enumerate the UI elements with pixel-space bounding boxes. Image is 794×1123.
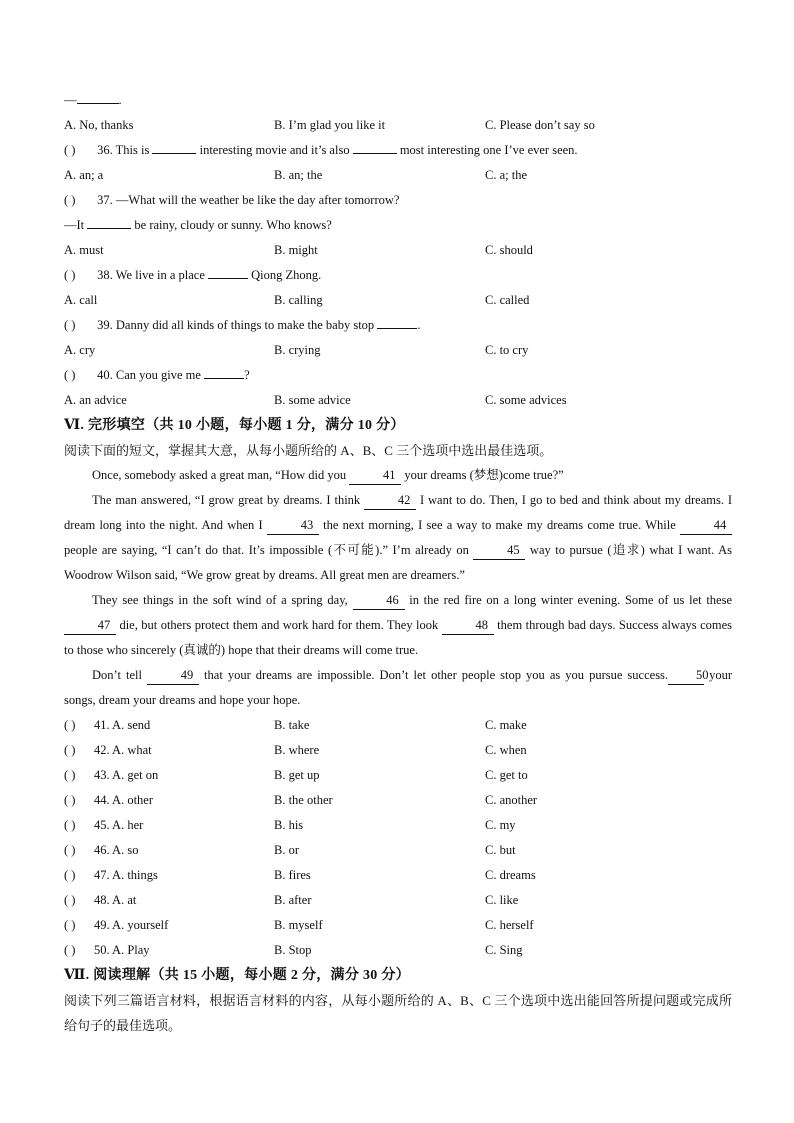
question-text: interesting movie and it’s also [199, 143, 350, 157]
answer-paren: ( ) [64, 318, 76, 332]
q35-options [64, 113, 732, 138]
question-option-a: 49. A. yourself [94, 918, 169, 932]
q38-options [64, 288, 732, 313]
passage-text: your songs, dream your dreams and hope your hope. [64, 668, 733, 707]
passage-text: The man answered, “I grow great by dreams. I think [92, 493, 361, 507]
question-text: Danny did all kinds of things to make the baby stop [115, 318, 375, 332]
question-text: most interesting one I’ve ever seen. [399, 143, 578, 157]
question-option-a: 48. A. at [94, 893, 137, 907]
passage-text: Don’t tell [92, 668, 142, 682]
answer-paren: ( ) [64, 193, 76, 207]
passage-text: They see things in the soft wind of a spring day, [92, 593, 348, 607]
option-c: C. another [485, 793, 538, 807]
option-a: A. No, thanks [64, 118, 134, 132]
answer-blank [87, 228, 131, 229]
question-option-a: 47. A. things [94, 868, 158, 882]
answer-paren: ( ) [64, 368, 76, 382]
passage-paragraph-4 [64, 663, 732, 713]
answer-paren: ( ) [64, 868, 76, 882]
option-a [64, 938, 274, 963]
blank-47: 47 [64, 617, 116, 635]
option-a [64, 813, 274, 838]
option-b: B. after [274, 893, 312, 907]
cloze-option-row [64, 913, 732, 938]
option-b: B. get up [274, 768, 320, 782]
option-b: B. might [274, 243, 318, 257]
q36-options [64, 163, 732, 188]
option-a [64, 888, 274, 913]
passage-text: them through bad days. Success always comes to those who sincerely (真诚的) hope that their dreams will come true. [64, 618, 733, 657]
option-a [64, 738, 274, 763]
answer-paren: ( ) [64, 893, 76, 907]
option-c: C. called [485, 293, 530, 307]
blank-43: 43 [267, 517, 319, 535]
answer-paren: ( ) [64, 818, 76, 832]
answer-paren: ( ) [64, 918, 76, 932]
option-b: B. Stop [274, 943, 312, 957]
passage-text: people are saying, “I can’t do that. It’s impossible (不可能).” I’m already on [64, 543, 469, 557]
answer-blank [208, 278, 248, 279]
option-b: B. the other [274, 793, 333, 807]
question-number: 39. [97, 318, 113, 332]
answer-blank [204, 378, 244, 379]
option-c: C. Please don’t say so [485, 118, 595, 132]
blank-46: 46 [353, 592, 405, 610]
q39-options [64, 338, 732, 363]
blank-41: 41 [349, 467, 401, 485]
option-b: B. crying [274, 343, 321, 357]
option-c: C. to cry [485, 343, 529, 357]
answer-paren: ( ) [64, 843, 76, 857]
question-option-a: 46. A. so [94, 843, 139, 857]
section-6-instruction: 阅读下面的短文，掌握其大意，从每小题所给的 A、B、C 三个选项中选出最佳选项。 [64, 443, 553, 458]
option-c: C. Sing [485, 943, 523, 957]
section-7-title: Ⅶ. 阅读理解（共 15 小题，每小题 2 分，满分 30 分） [64, 968, 410, 983]
answer-paren: ( ) [64, 718, 76, 732]
answer-paren: ( ) [64, 793, 76, 807]
cloze-option-row [64, 863, 732, 888]
cloze-option-row [64, 888, 732, 913]
question-text: We live in a place [115, 268, 205, 282]
question-text: ? [244, 368, 250, 382]
answer-blank [353, 153, 397, 154]
option-b: B. or [274, 843, 299, 857]
passage-paragraph-2 [64, 488, 732, 588]
cloze-option-row [64, 713, 732, 738]
question-text: be rainy, cloudy or sunny. Who knows? [134, 218, 332, 232]
option-a [64, 863, 274, 888]
option-a [64, 788, 274, 813]
option-a: A. an advice [64, 393, 127, 407]
answer-paren: ( ) [64, 743, 76, 757]
answer-blank [77, 103, 119, 104]
question-text: Qiong Zhong. [251, 268, 322, 282]
question-text: . [417, 318, 421, 332]
passage-paragraph-1 [64, 463, 732, 488]
passage-text: that your dreams are impossible. Don’t let other people stop you as you pursue success. [204, 668, 669, 682]
cloze-option-row [64, 938, 732, 963]
option-c: C. my [485, 818, 516, 832]
q40-options [64, 388, 732, 413]
question-37-line2 [64, 213, 732, 238]
option-c: C. dreams [485, 868, 536, 882]
option-c: C. when [485, 743, 527, 757]
question-option-a: 45. A. her [94, 818, 144, 832]
answer-blank [152, 153, 196, 154]
answer-blank [377, 328, 417, 329]
option-b: B. calling [274, 293, 323, 307]
blank-48: 48 [442, 617, 494, 635]
question-number: 40. [97, 368, 113, 382]
option-a [64, 713, 274, 738]
cloze-option-row [64, 738, 732, 763]
option-b: B. fires [274, 868, 311, 882]
cloze-option-row [64, 838, 732, 863]
cloze-option-row [64, 813, 732, 838]
question-text: Can you give me [115, 368, 201, 382]
section-6-title: Ⅵ. 完形填空（共 10 小题，每小题 1 分，满分 10 分） [64, 418, 405, 433]
question-text: —It [64, 218, 85, 232]
option-c: C. like [485, 893, 519, 907]
question-38 [64, 263, 732, 288]
blank-49: 49 [147, 667, 199, 685]
passage-paragraph-3 [64, 588, 732, 663]
section-7-instruction: 阅读下列三篇语言材料，根据语言材料的内容，从每小题所给的 A、B、C 三个选项中选出能回答所提问题或完成所给句子的最佳选项。 [64, 993, 732, 1033]
option-c: C. should [485, 243, 533, 257]
option-b: B. where [274, 743, 320, 757]
question-option-a: 42. A. what [94, 743, 152, 757]
passage-text: the next morning, I see a way to make my dreams come true. While [323, 518, 676, 532]
question-text: —What will the weather be like the day after tomorrow? [115, 193, 400, 207]
passage-text: I want to do. Then, I go to bed and think about my dreams. I dream long into the night. And when I [64, 493, 733, 532]
question-number: 36. [97, 143, 113, 157]
question-39 [64, 313, 732, 338]
question-37 [64, 188, 732, 213]
option-c: C. some advices [485, 393, 567, 407]
question-option-a: 50. A. Play [94, 943, 150, 957]
blank-42: 42 [364, 492, 416, 510]
option-c: C. make [485, 718, 527, 732]
option-b: B. take [274, 718, 310, 732]
question-36 [64, 138, 732, 163]
passage-text: way to pursue (追求) what I want. As Woodrow Wilson said, “We grow great by dreams. All great men are dreamers.” [64, 543, 732, 582]
passage-text: die, but others protect them and work hard for them. They look [119, 618, 439, 632]
cloze-option-row [64, 788, 732, 813]
question-40 [64, 363, 732, 388]
option-b: B. myself [274, 918, 323, 932]
option-c: C. herself [485, 918, 534, 932]
option-b: B. I’m glad you like it [274, 118, 386, 132]
option-a [64, 763, 274, 788]
question-option-a: 41. A. send [94, 718, 151, 732]
blank-50: 50 [668, 667, 704, 685]
option-a: A. call [64, 293, 98, 307]
q37-options [64, 238, 732, 263]
option-a [64, 913, 274, 938]
question-option-a: 43. A. get on [94, 768, 159, 782]
question-option-a: 44. A. other [94, 793, 154, 807]
option-c: C. a; the [485, 168, 528, 182]
option-b: B. some advice [274, 393, 351, 407]
exam-page [64, 88, 732, 1038]
cloze-options-list [64, 713, 732, 963]
option-a: A. an; a [64, 168, 104, 182]
question-text: This is [115, 143, 150, 157]
answer-paren: ( ) [64, 268, 76, 282]
passage-text: in the red fire on a long winter evening. Some of us let these [409, 593, 733, 607]
answer-paren: ( ) [64, 768, 76, 782]
cloze-option-row [64, 763, 732, 788]
question-number: 38. [97, 268, 113, 282]
option-a [64, 838, 274, 863]
option-c: C. get to [485, 768, 528, 782]
option-a: A. cry [64, 343, 96, 357]
period: . [118, 93, 122, 107]
question-number: 37. [97, 193, 113, 207]
blank-44: 44 [680, 517, 732, 535]
passage-text: Once, somebody asked a great man, “How did you [92, 468, 347, 482]
option-a: A. must [64, 243, 104, 257]
option-b: B. his [274, 818, 304, 832]
q35-answer-line [64, 88, 732, 113]
answer-paren: ( ) [64, 143, 76, 157]
option-c: C. but [485, 843, 516, 857]
dash: — [64, 93, 77, 107]
passage-text: your dreams (梦想)come true?” [404, 468, 564, 482]
option-b: B. an; the [274, 168, 323, 182]
blank-45: 45 [473, 542, 525, 560]
answer-paren: ( ) [64, 943, 76, 957]
